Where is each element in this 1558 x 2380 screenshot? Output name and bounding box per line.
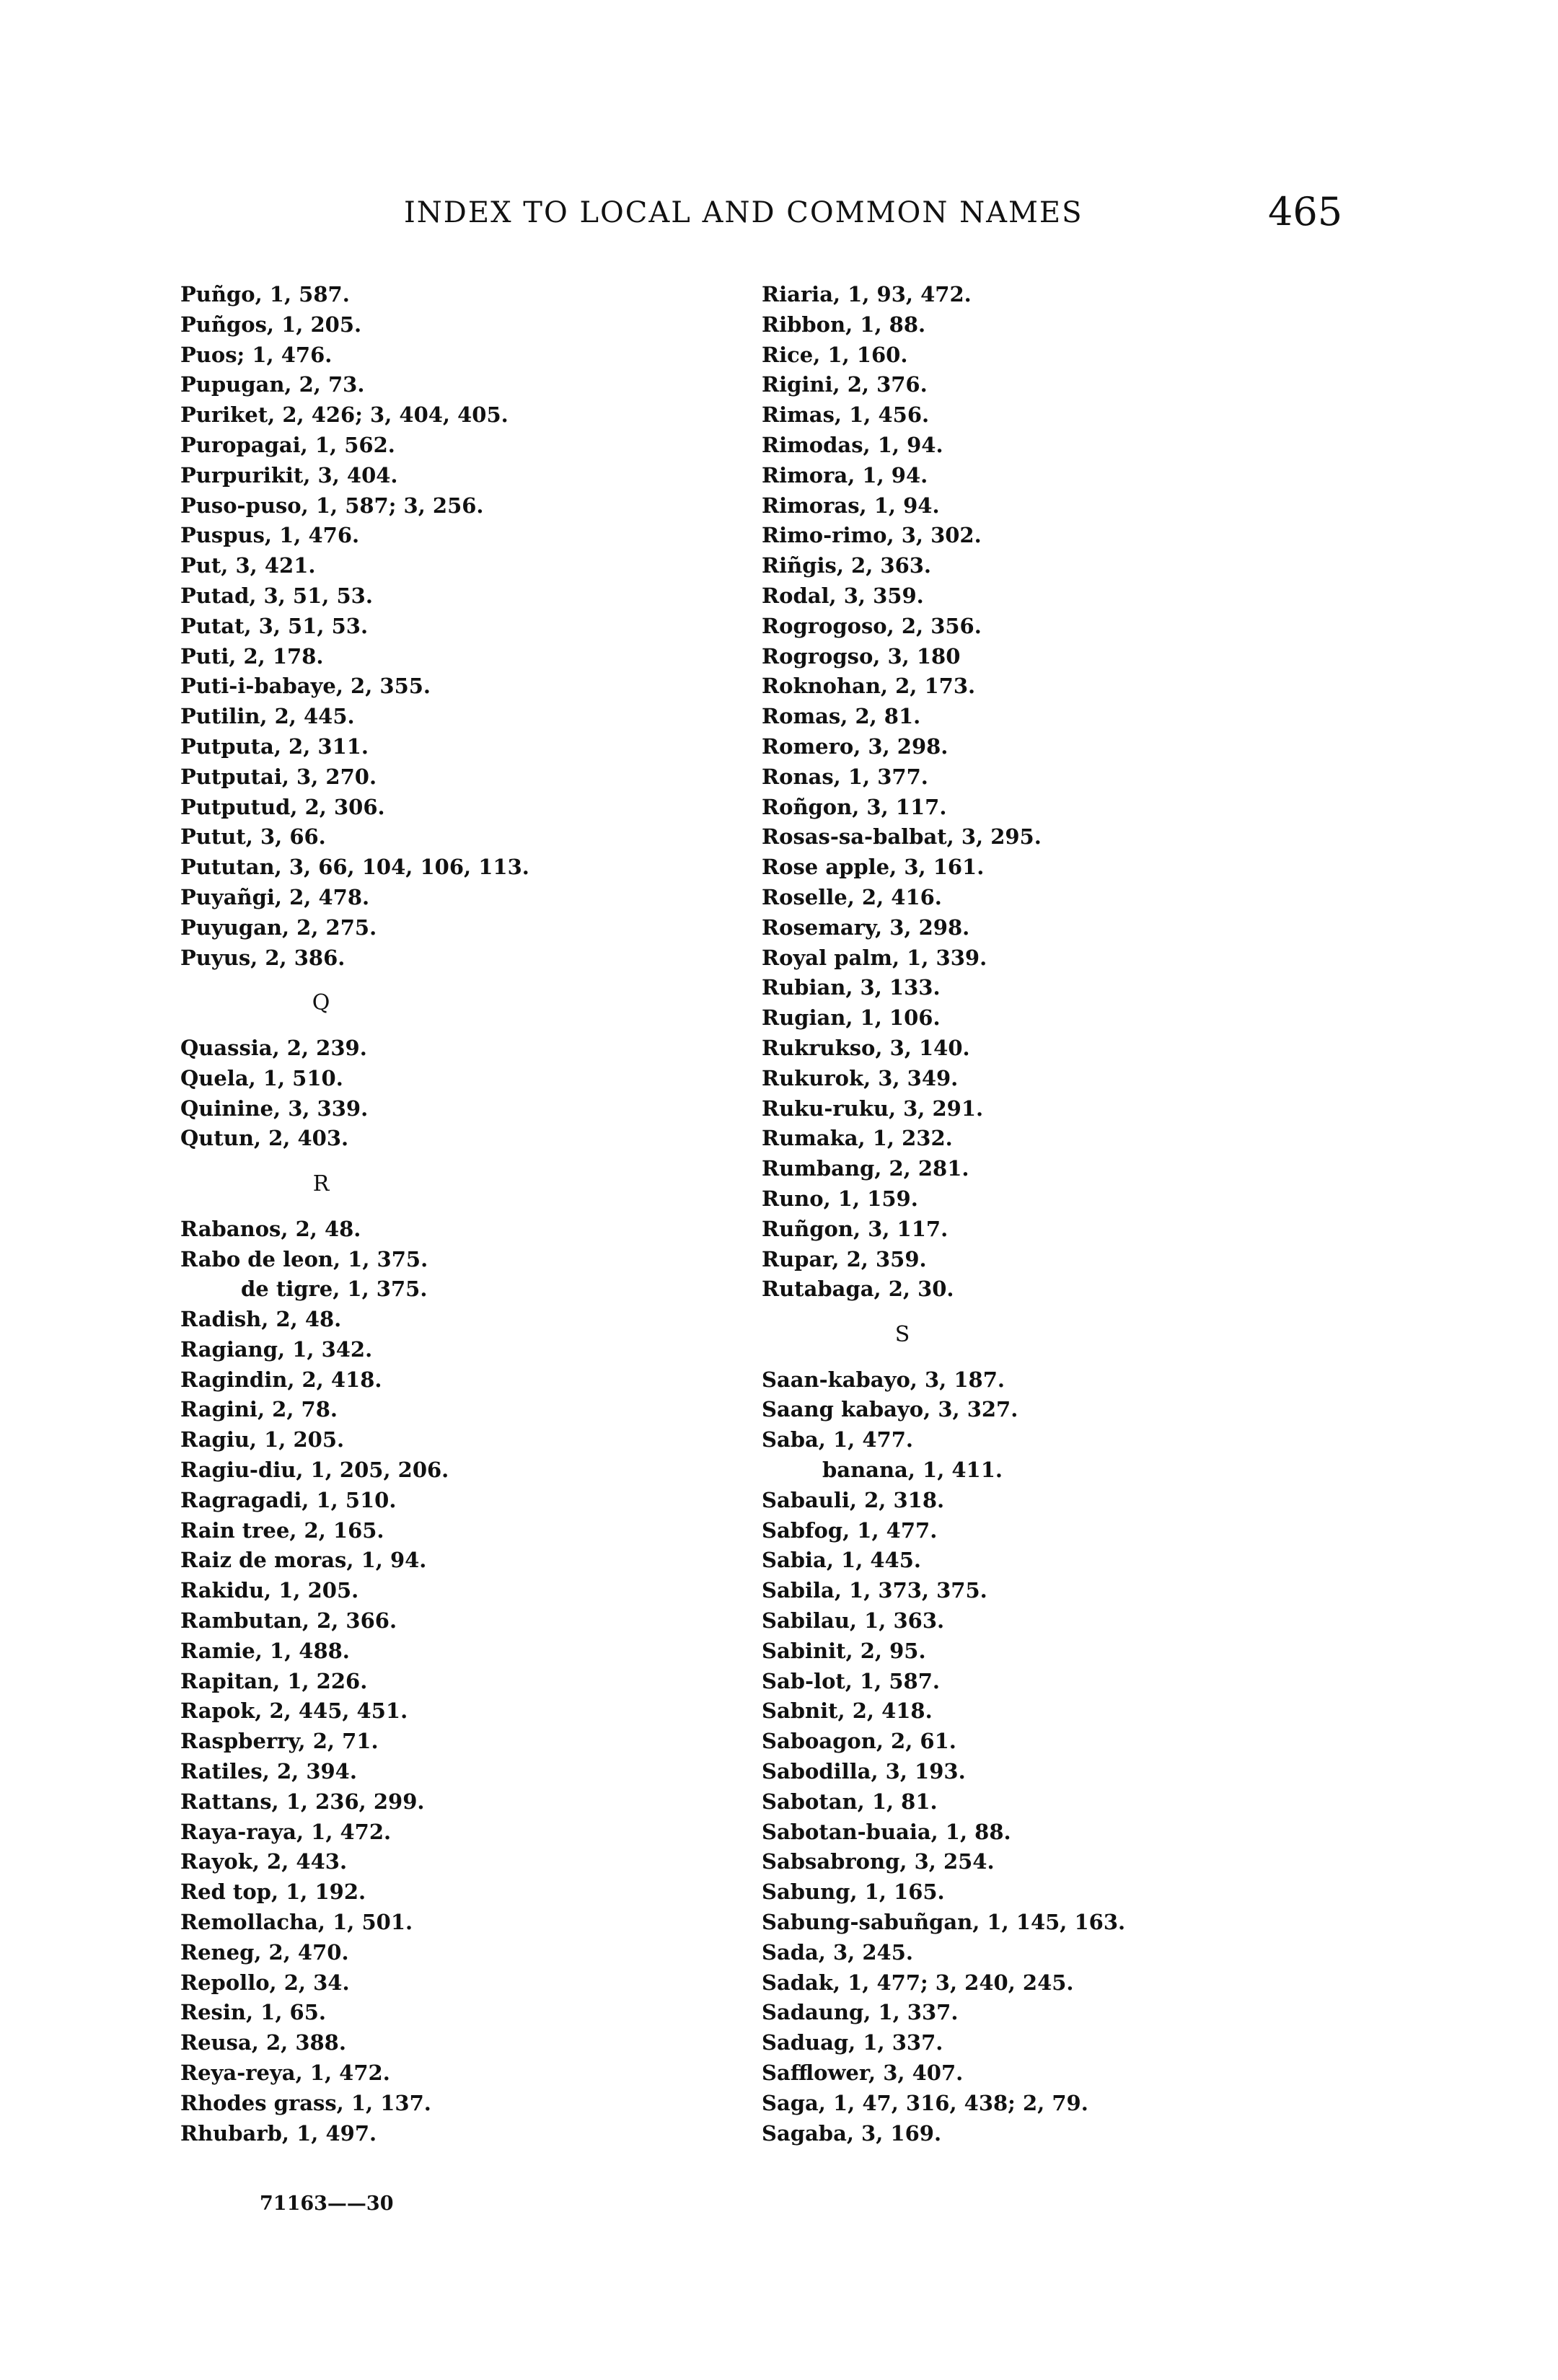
index-entry: Puñgo, 1, 587. <box>180 282 350 307</box>
index-entry: Rhubarb, 1, 497. <box>180 2120 377 2146</box>
index-entry: Putputai, 3, 270. <box>180 764 377 789</box>
index-entry: Rimoras, 1, 94. <box>762 493 940 518</box>
index-entry: Ribbon, 1, 88. <box>762 312 926 337</box>
index-entry: Pututan, 3, 66, 104, 106, 113. <box>180 855 529 880</box>
index-entry: Sabfog, 1, 477. <box>762 1517 938 1543</box>
index-entry: Putputud, 2, 306. <box>180 794 385 819</box>
index-entry: Saang kabayo, 3, 327. <box>762 1397 1018 1422</box>
index-entry: Rice, 1, 160. <box>762 342 908 367</box>
index-entry: Rose apple, 3, 161. <box>762 855 985 880</box>
index-entry: Quinine, 3, 339. <box>180 1096 369 1121</box>
index-entry: Rattans, 1, 236, 299. <box>180 1789 425 1814</box>
index-entry: Rukurok, 3, 349. <box>762 1065 959 1090</box>
running-header: INDEX TO LOCAL AND COMMON NAMES <box>404 196 1083 229</box>
index-entry: Sabung-sabuñgan, 1, 145, 163. <box>762 1910 1126 1935</box>
index-entry: Rupar, 2, 359. <box>762 1246 927 1271</box>
index-entry: Pupugan, 2, 73. <box>180 372 365 397</box>
index-entry: Romas, 2, 81. <box>762 704 921 729</box>
index-entry: Rambutan, 2, 366. <box>180 1608 397 1634</box>
index-entry: Puyañgi, 2, 478. <box>180 884 370 909</box>
index-entry: Qutun, 2, 403. <box>180 1126 349 1151</box>
index-entry: Ragiu, 1, 205. <box>180 1427 345 1453</box>
index-entry: Rogrogoso, 2, 356. <box>762 613 982 638</box>
index-entry: Puriket, 2, 426; 3, 404, 405. <box>180 402 509 428</box>
index-entry: Rubian, 3, 133. <box>762 975 941 1000</box>
index-entry: Puti-i-babaye, 2, 355. <box>180 674 431 699</box>
index-entry: Ruñgon, 3, 117. <box>762 1216 949 1241</box>
section-letter: R <box>312 1171 330 1197</box>
index-entry: Sabauli, 2, 318. <box>762 1487 945 1512</box>
index-entry: Raiz de moras, 1, 94. <box>180 1548 427 1573</box>
index-column-right <box>762 280 1411 2148</box>
index-entry: Put, 3, 421. <box>180 553 316 578</box>
index-entry: Rosemary, 3, 298. <box>762 914 970 940</box>
index-entry: Sagaba, 3, 169. <box>762 2120 942 2146</box>
index-entry: Ragindin, 2, 418. <box>180 1367 382 1392</box>
index-column-left <box>180 280 757 2148</box>
section-letter: S <box>894 1322 910 1348</box>
index-entry: Rhodes grass, 1, 137. <box>180 2090 431 2115</box>
index-entry: Puropagai, 1, 562. <box>180 432 395 457</box>
index-entry: Saba, 1, 477. <box>762 1427 913 1453</box>
index-entry: Sabsabrong, 3, 254. <box>762 1849 995 1874</box>
index-entry: Ragiang, 1, 342. <box>180 1336 373 1362</box>
index-entry: Putut, 3, 66. <box>180 824 326 850</box>
index-entry: Runo, 1, 159. <box>762 1186 918 1211</box>
index-entry: Rumaka, 1, 232. <box>762 1126 953 1151</box>
index-entry: Sada, 3, 245. <box>762 1939 913 1965</box>
index-entry: Rigini, 2, 376. <box>762 372 928 397</box>
index-entry: Ronas, 1, 377. <box>762 764 928 789</box>
index-entry: Rugian, 1, 106. <box>762 1005 941 1031</box>
index-entry: Puos; 1, 476. <box>180 342 333 367</box>
index-entry: Rabanos, 2, 48. <box>180 1216 361 1241</box>
index-subentry: banana, 1, 411. <box>822 1458 1003 1483</box>
index-entry: Rodal, 3, 359. <box>762 583 924 608</box>
index-entry: Sabnit, 2, 418. <box>762 1698 933 1724</box>
index-subentry: de tigre, 1, 375. <box>241 1277 428 1302</box>
index-entry: Rimora, 1, 94. <box>762 462 928 488</box>
index-entry: Raya-raya, 1, 472. <box>180 1819 392 1844</box>
index-entry: Purpurikit, 3, 404. <box>180 462 398 488</box>
index-entry: Puyus, 2, 386. <box>180 945 346 970</box>
index-entry: Puti, 2, 178. <box>180 643 324 669</box>
index-entry: Radish, 2, 48. <box>180 1307 342 1332</box>
index-entry: Reusa, 2, 388. <box>180 2030 346 2055</box>
index-entry: Putad, 3, 51, 53. <box>180 583 373 608</box>
index-entry: Puspus, 1, 476. <box>180 523 360 548</box>
index-entry: Saboagon, 2, 61. <box>762 1729 956 1754</box>
index-entry: Ragragadi, 1, 510. <box>180 1487 397 1512</box>
index-entry: Rabo de leon, 1, 375. <box>180 1246 428 1271</box>
index-entry: Rosas-sa-balbat, 3, 295. <box>762 824 1042 850</box>
index-entry: Quassia, 2, 239. <box>180 1035 367 1060</box>
index-entry: Sabila, 1, 373, 375. <box>762 1578 987 1603</box>
index-entry: Saga, 1, 47, 316, 438; 2, 79. <box>762 2090 1088 2115</box>
index-entry: Saduag, 1, 337. <box>762 2030 943 2055</box>
index-entry: Resin, 1, 65. <box>180 2000 326 2025</box>
index-entry: Puso-puso, 1, 587; 3, 256. <box>180 493 484 518</box>
index-entry: Putilin, 2, 445. <box>180 704 355 729</box>
index-entry: Putat, 3, 51, 53. <box>180 613 369 638</box>
index-entry: Puyugan, 2, 275. <box>180 914 377 940</box>
index-entry: Rain tree, 2, 165. <box>180 1517 384 1543</box>
index-entry: Rayok, 2, 443. <box>180 1849 348 1874</box>
index-entry: Ragini, 2, 78. <box>180 1397 338 1422</box>
index-entry: Sabilau, 1, 363. <box>762 1608 945 1634</box>
index-entry: Riaria, 1, 93, 472. <box>762 282 972 307</box>
index-entry: Reya-reya, 1, 472. <box>180 2061 390 2086</box>
index-entry: Ruku-ruku, 3, 291. <box>762 1096 984 1121</box>
index-entry: Rimo-rimo, 3, 302. <box>762 523 982 548</box>
index-entry: Roñgon, 3, 117. <box>762 794 947 819</box>
index-entry: Red top, 1, 192. <box>180 1879 366 1905</box>
index-entry: Sabung, 1, 165. <box>762 1879 945 1905</box>
index-entry: Sabia, 1, 445. <box>762 1548 922 1573</box>
index-entry: Sab-lot, 1, 587. <box>762 1668 940 1693</box>
index-entry: Saan-kabayo, 3, 187. <box>762 1367 1005 1392</box>
index-entry: Ramie, 1, 488. <box>180 1638 350 1663</box>
index-entry: Roselle, 2, 416. <box>762 884 942 909</box>
index-entry: Sadak, 1, 477; 3, 240, 245. <box>762 1970 1074 1995</box>
index-entry: Royal palm, 1, 339. <box>762 945 987 970</box>
index-entry: Quela, 1, 510. <box>180 1065 343 1090</box>
printer-signature: 71163——30 <box>260 2192 394 2215</box>
index-entry: Sabotan-buaia, 1, 88. <box>762 1819 1011 1844</box>
index-entry: Sabodilla, 3, 193. <box>762 1759 966 1784</box>
index-entry: Rapok, 2, 445, 451. <box>180 1698 408 1724</box>
index-entry: Romero, 3, 298. <box>762 733 949 759</box>
index-entry: Rakidu, 1, 205. <box>180 1578 359 1603</box>
index-entry: Rogrogso, 3, 180 <box>762 643 961 669</box>
index-entry: Riñgis, 2, 363. <box>762 553 932 578</box>
index-entry: Rapitan, 1, 226. <box>180 1668 368 1693</box>
index-entry: Ratiles, 2, 394. <box>180 1759 357 1784</box>
page-number: 465 <box>1268 189 1343 234</box>
index-entry: Ragiu-diu, 1, 205, 206. <box>180 1458 449 1483</box>
index-entry: Sabinit, 2, 95. <box>762 1638 926 1663</box>
section-letter: Q <box>312 990 330 1016</box>
index-entry: Repollo, 2, 34. <box>180 1970 350 1995</box>
index-entry: Safflower, 3, 407. <box>762 2061 964 2086</box>
index-entry: Rutabaga, 2, 30. <box>762 1277 954 1302</box>
index-entry: Raspberry, 2, 71. <box>180 1729 379 1754</box>
index-entry: Rimas, 1, 456. <box>762 402 930 428</box>
index-entry: Sadaung, 1, 337. <box>762 2000 959 2025</box>
index-entry: Rukrukso, 3, 140. <box>762 1035 970 1060</box>
index-entry: Reneg, 2, 470. <box>180 1939 349 1965</box>
index-entry: Rimodas, 1, 94. <box>762 432 943 457</box>
index-entry: Puñgos, 1, 205. <box>180 312 362 337</box>
index-entry: Sabotan, 1, 81. <box>762 1789 938 1814</box>
index-entry: Putputa, 2, 311. <box>180 733 369 759</box>
index-entry: Rumbang, 2, 281. <box>762 1156 969 1181</box>
index-entry: Remollacha, 1, 501. <box>180 1910 413 1935</box>
index-entry: Roknohan, 2, 173. <box>762 674 976 699</box>
